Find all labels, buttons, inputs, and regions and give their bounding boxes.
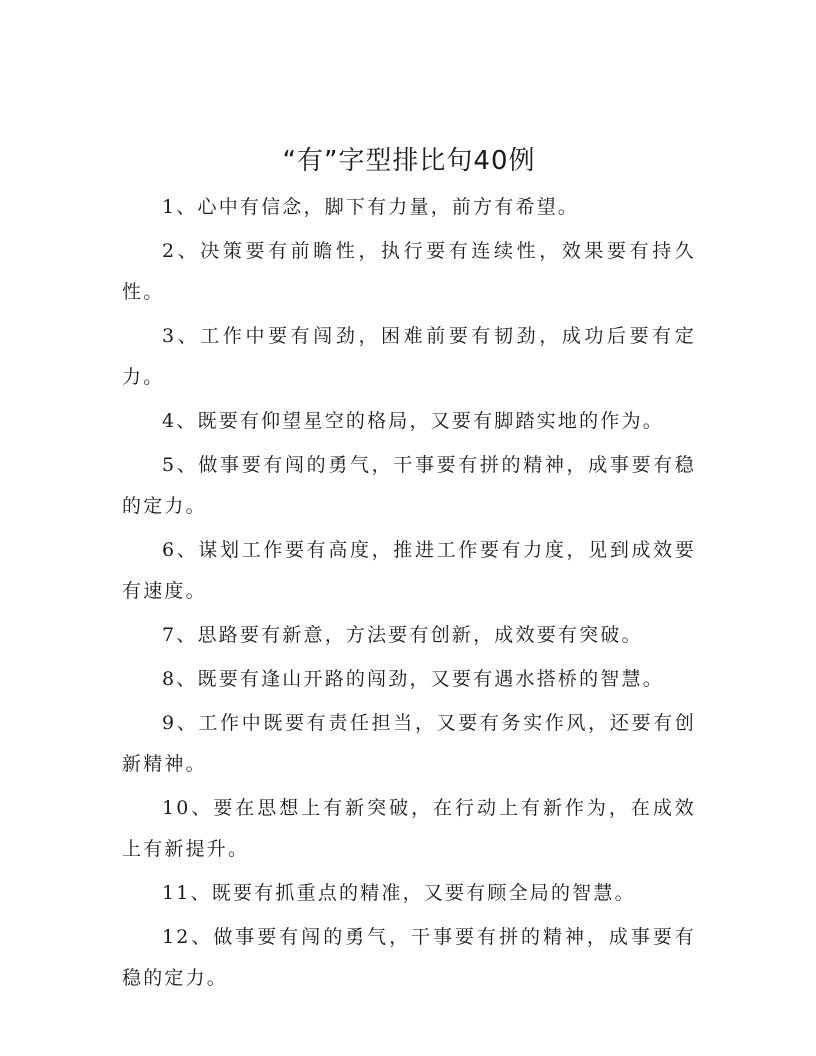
document-title: “有”字型排比句40例 bbox=[282, 146, 536, 176]
list-item: 9、工作中既要有责任担当，又要有务实作风，还要有创新精神。 bbox=[122, 712, 696, 775]
list-item: 6、谋划工作要有高度，推进工作要有力度，见到成效要有速度。 bbox=[122, 539, 696, 602]
list-item: 3、工作中要有闯劲，困难前要有韧劲，成功后要有定力。 bbox=[122, 325, 696, 388]
list-item: 2、决策要有前瞻性，执行要有连续性，效果要有持久性。 bbox=[122, 240, 696, 303]
list-item: 8、既要有逢山开路的闯劲，又要有遇水搭桥的智慧。 bbox=[162, 668, 664, 690]
list-item: 11、既要有抓重点的精准，又要有顾全局的智慧。 bbox=[162, 882, 636, 904]
list-item: 12、做事要有闯的勇气，干事要有拼的精神，成事要有稳的定力。 bbox=[122, 926, 696, 989]
list-item: 7、思路要有新意，方法要有创新，成效要有突破。 bbox=[162, 624, 643, 646]
list-item: 10、要在思想上有新突破，在行动上有新作为，在成效上有新提升。 bbox=[122, 797, 696, 860]
list-item: 4、既要有仰望星空的格局，又要有脚踏实地的作为。 bbox=[162, 410, 664, 432]
list-item: 5、做事要有闯的勇气，干事要有拼的精神，成事要有稳的定力。 bbox=[122, 454, 696, 517]
list-item: 1、心中有信念，脚下有力量，前方有希望。 bbox=[162, 196, 580, 218]
